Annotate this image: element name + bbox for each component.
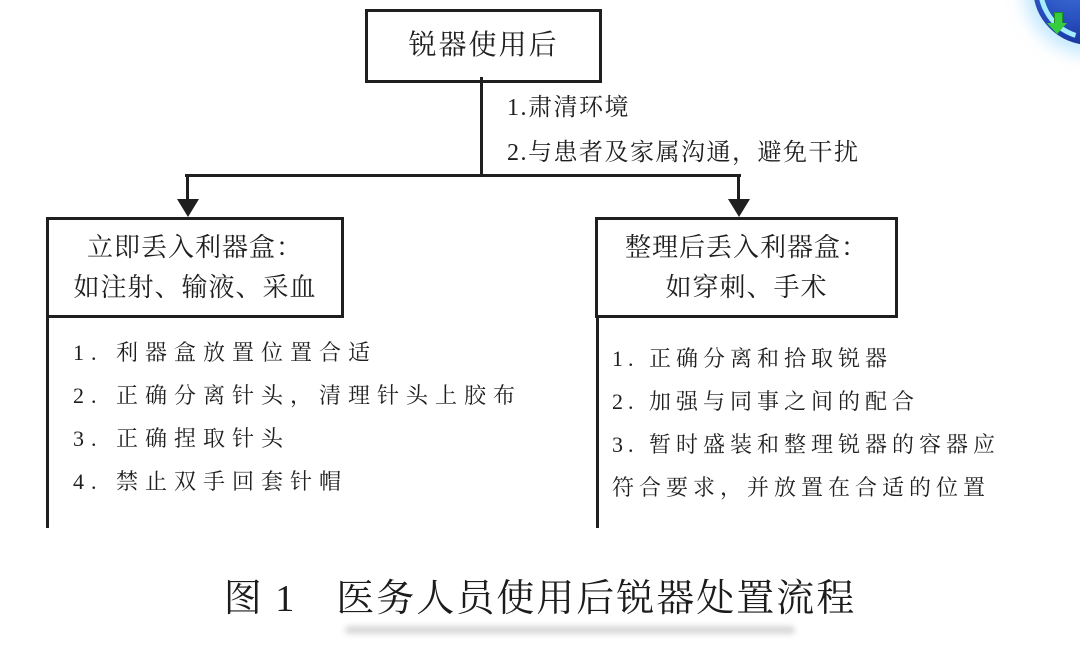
left-branch-list bbox=[73, 331, 543, 503]
right-branch-box-line2: 如穿刺、手术 bbox=[665, 272, 828, 302]
left-branch-box-line1: 立即丢入利器盒： bbox=[86, 232, 303, 262]
transition-note-1: 1.肃清环境 bbox=[507, 95, 630, 121]
right-branch-list bbox=[612, 337, 1074, 509]
transition-note-2: 2.与患者及家属沟通，避免干扰 bbox=[507, 140, 860, 166]
root-box bbox=[365, 9, 602, 83]
left-branch-box bbox=[46, 217, 344, 318]
right-branch-box-line1: 整理后丢入利器盒： bbox=[624, 232, 868, 262]
root-box-label: 锐器使用后 bbox=[408, 30, 559, 61]
left-arrow-icon bbox=[177, 199, 199, 217]
list-item: 1. 利器盒放置位置合适 bbox=[73, 340, 378, 365]
left-branch-rule bbox=[46, 315, 49, 528]
floating-download-badge[interactable] bbox=[1033, 0, 1080, 45]
list-item: 4. 禁止双手回套针帽 bbox=[73, 469, 349, 494]
cutoff-text-smudge bbox=[345, 626, 795, 634]
list-item: 1. 正确分离和拾取锐器 bbox=[612, 346, 893, 371]
right-branch-box bbox=[595, 217, 898, 318]
list-item: 2. 正确分离针头，清理针头上胶布 bbox=[73, 383, 523, 408]
figure-caption: 图 1 医务人员使用后锐器处置流程 bbox=[223, 578, 857, 620]
left-branch-box-line2: 如注射、输液、采血 bbox=[73, 272, 317, 302]
connector-right-drop bbox=[737, 174, 740, 201]
list-item: 3. 正确捏取针头 bbox=[73, 426, 291, 451]
transition-notes bbox=[507, 86, 860, 176]
list-item: 3. 暂时盛装和整理锐器的容器应 符合要求，并放置在合适的位置 bbox=[612, 432, 1001, 500]
download-arrow-icon bbox=[1047, 23, 1067, 34]
connector-root-stem bbox=[480, 77, 483, 177]
right-branch-rule bbox=[596, 315, 599, 528]
list-item: 2. 加强与同事之间的配合 bbox=[612, 389, 920, 414]
right-arrow-icon bbox=[728, 199, 750, 217]
connector-left-drop bbox=[186, 174, 189, 201]
